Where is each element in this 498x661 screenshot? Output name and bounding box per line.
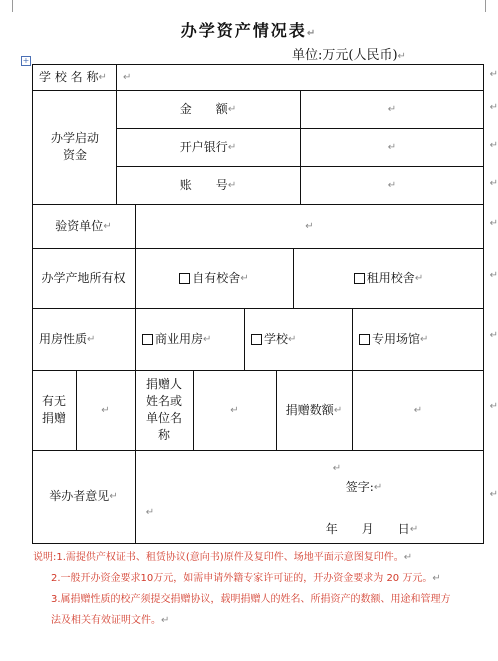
- donor-name-field[interactable]: [193, 370, 276, 450]
- verification-field[interactable]: [135, 204, 484, 248]
- paragraph-mark-icon: [146, 504, 154, 521]
- row-end-mark-icon: [490, 178, 498, 189]
- paragraph-mark-icon: [410, 521, 418, 538]
- paragraph-mark-icon: [374, 479, 382, 496]
- paragraph-mark-icon: [161, 615, 169, 626]
- row-end-mark-icon: [490, 401, 498, 412]
- donation-field[interactable]: [76, 370, 135, 450]
- school-option[interactable]: 学校 ↵: [244, 308, 352, 370]
- note-line: 2.一般开办资金要求10万元，如需申请外籍专家许可证的，开办资金要求为 20 万元。 ↵: [33, 568, 453, 589]
- startup-funds-label: 办学启动资金: [50, 131, 99, 162]
- donation-label: 有无捐赠: [41, 394, 66, 425]
- paragraph-mark-icon: [87, 331, 95, 348]
- paragraph-mark-icon: [420, 331, 428, 348]
- row-end-mark-icon: [490, 330, 498, 341]
- row-end-mark-icon: [490, 270, 498, 281]
- page-title: 办学资产情况表 ↵: [0, 18, 498, 41]
- paragraph-mark-icon: [228, 101, 236, 118]
- note-line: 说明:1.需提供产权证书、租赁协议(意向书)原件及复印件、场地平面示意图复印件。 ↵: [33, 547, 453, 568]
- paragraph-mark-icon: [240, 270, 248, 287]
- checkbox-icon[interactable]: [179, 273, 190, 284]
- opinion-paragraph-mark: [135, 504, 165, 520]
- paragraph-mark-icon: [398, 51, 406, 62]
- opinion-paragraph-mark: [322, 460, 352, 476]
- crop-mark: [485, 0, 498, 12]
- crop-mark: [0, 0, 13, 12]
- row-end-mark-icon: [490, 69, 498, 80]
- checkbox-icon[interactable]: [354, 273, 365, 284]
- paragraph-mark-icon: [288, 331, 296, 348]
- notes: [33, 547, 453, 631]
- paragraph-mark-icon: [333, 460, 341, 477]
- date-label: 年 月 日 ↵: [322, 520, 422, 538]
- row-end-mark-icon: [490, 102, 498, 113]
- paragraph-mark-icon: [388, 139, 396, 156]
- paragraph-mark-icon: [307, 28, 317, 39]
- unit-note: 单位:万元(人民币) ↵: [292, 44, 406, 63]
- donation-amount-label: 捐赠数额 ↵: [276, 370, 352, 450]
- paragraph-mark-icon: [388, 101, 396, 118]
- checkbox-icon[interactable]: [142, 334, 153, 345]
- bank-label: 开户银行 ↵: [116, 128, 300, 166]
- row-end-mark-icon: [490, 218, 498, 229]
- organizer-opinion-field[interactable]: [135, 450, 484, 543]
- donation-amount-field[interactable]: [352, 370, 484, 450]
- commercial-option[interactable]: 商业用房 ↵: [135, 308, 244, 370]
- paragraph-mark-icon: [432, 573, 440, 584]
- paragraph-mark-icon: [109, 488, 117, 505]
- checkbox-icon[interactable]: [251, 334, 262, 345]
- bank-field[interactable]: [300, 128, 484, 166]
- own-premises-option[interactable]: 自有校舍 ↵: [135, 248, 293, 308]
- amount-label: 金 额 ↵: [116, 90, 300, 128]
- dedicated-venue-option[interactable]: 专用场馆 ↵: [352, 308, 484, 370]
- paragraph-mark-icon: [103, 218, 111, 235]
- paragraph-mark-icon: [414, 402, 422, 419]
- school-name-label: 学 校 名 称 ↵: [32, 64, 116, 90]
- row-end-mark-icon: [490, 140, 498, 151]
- amount-field[interactable]: [300, 90, 484, 128]
- paragraph-mark-icon: [415, 270, 423, 287]
- donor-name-label: 捐赠人姓名或单位名称: [145, 377, 182, 442]
- paragraph-mark-icon: [123, 69, 131, 86]
- row-end-mark-icon: [490, 489, 498, 500]
- asset-table: [32, 64, 484, 544]
- organizer-opinion-label: 举办者意见 ↵: [32, 450, 135, 543]
- account-field[interactable]: [300, 166, 484, 204]
- paragraph-mark-icon: [101, 402, 109, 419]
- paragraph-mark-icon: [388, 177, 396, 194]
- paragraph-mark-icon: [230, 402, 238, 419]
- note-line: 3.属捐赠性质的校产须提交捐赠协议，载明捐赠人的姓名、所捐资产的数额、用途和管理方法及相关有效证明文件。 ↵: [33, 589, 453, 631]
- property-nature-label: 用房性质 ↵: [32, 308, 135, 370]
- verification-label: 验资单位 ↵: [32, 204, 135, 248]
- ownership-label: 办学产地所有权: [41, 270, 126, 285]
- paragraph-mark-icon: [228, 177, 236, 194]
- checkbox-icon[interactable]: [359, 334, 370, 345]
- signature-label: 签字: ↵: [324, 478, 404, 496]
- paragraph-mark-icon: [203, 331, 211, 348]
- paragraph-mark-icon: [228, 139, 236, 156]
- rented-premises-option[interactable]: 租用校舍 ↵: [293, 248, 484, 308]
- school-name-field[interactable]: [116, 64, 484, 90]
- paragraph-mark-icon: [404, 552, 412, 563]
- account-label: 账 号 ↵: [116, 166, 300, 204]
- table-move-handle-icon[interactable]: +: [22, 56, 30, 65]
- paragraph-mark-icon: [334, 402, 342, 419]
- grid-line: [32, 543, 484, 544]
- paragraph-mark-icon: [305, 218, 313, 235]
- paragraph-mark-icon: [98, 69, 106, 86]
